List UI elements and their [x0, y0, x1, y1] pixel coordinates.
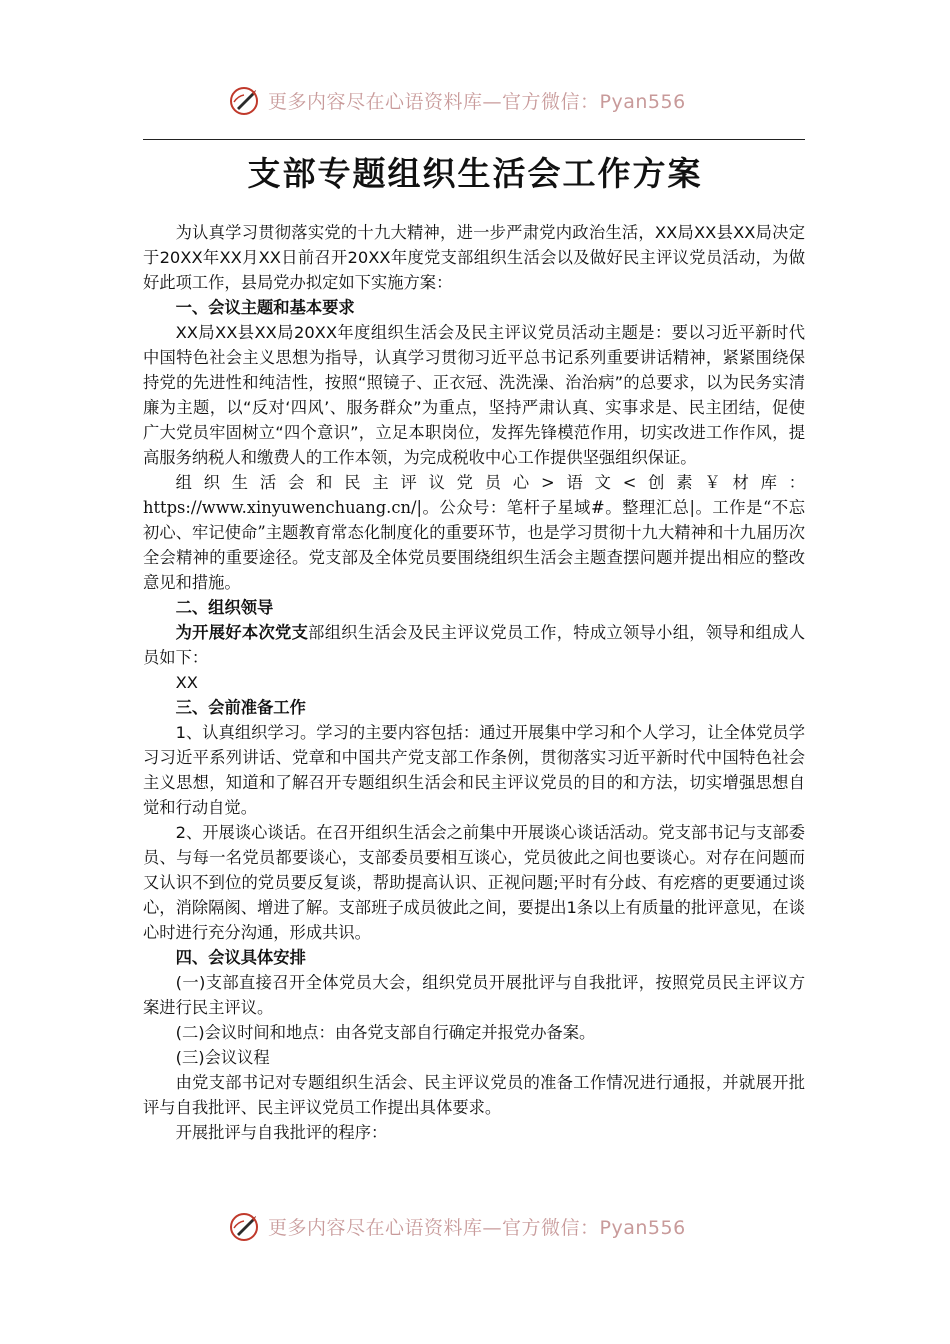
- paragraph: [143, 620, 805, 670]
- paragraph: 1、认真组织学习。学习的主要内容包括：通过开展集中学习和个人学习，让全体党员学习习近平系列讲话、党章和中国共产党支部工作条例，贯彻落实习近平新时代中国特色社会主义思想，知道和了解召开专题组织生活会和民主评议党员的目的和方法，切实增强思想自觉和行动自觉。: [143, 723, 805, 817]
- paragraph: 2、开展谈心谈话。在召开组织生活会之前集中开展谈心谈话活动。党支部书记与支部委员、与每一名党员都要谈心，支部委员要相互谈心，党员彼此之间也要谈心。对存在问题而又认识不到位的党员要反复谈，帮助提高认识、正视问题;平时有分歧、有疙瘩的更要通过谈心，消除隔阂、增进了解。支部班子成员彼此之间，要提出1条以上有质量的批评意见，在谈心时进行充分沟通，形成共识。: [143, 823, 805, 942]
- header-divider: [143, 139, 805, 140]
- page-title: 支部专题组织生活会工作方案: [247, 154, 703, 193]
- footer-watermark: [228, 1208, 686, 1244]
- section-heading: 四、会议具体安排: [175, 948, 306, 967]
- paragraph: 开展批评与自我批评的程序：: [175, 1123, 388, 1142]
- paragraph: XX: [175, 673, 198, 692]
- section-heading: 二、组织领导: [175, 598, 274, 617]
- pen-logo-icon: [228, 82, 264, 118]
- paragraph: XX局XX县XX局20XX年度组织生活会及民主评议党员活动主题是：要以习近平新时代中国特色社会主义思想为指导，认真学习贯彻习近平总书记系列重要讲话精神，紧紧围绕保持党的先进性和纯洁性，按照“照镜子、正衣冠、洗洗澡、治治病”的总要求，以为民务实清廉为主题，以“反对‘四风’、服务群众”为重点，坚持严肃认真、实事求是、民主团结，促使广大党员牢固树立“四个意识”，立足本职岗位，发挥先锋模范作用，切实改进工作作风，提高服务纳税人和缴费人的工作本领，为完成税收中心工作提供坚强组织保证。: [143, 323, 805, 467]
- pen-logo-icon: [228, 1208, 264, 1244]
- header-watermark: [228, 82, 686, 118]
- paragraph: (二)会议时间和地点：由各党支部自行确定并报党办备案。: [175, 1023, 596, 1042]
- section-heading: 一、会议主题和基本要求: [175, 298, 355, 317]
- watermark-text: 更多内容尽在心语资料库—官方微信：Pyan556: [268, 1216, 686, 1239]
- paragraph: 为认真学习贯彻落实党的十九大精神，进一步严肃党内政治生活，XX局XX县XX局决定于20XX年XX月XX日前召开20XX年度党支部组织生活会以及做好民主评议党员活动，为做好此项工作，县局党办拟定如下实施方案：: [143, 223, 805, 292]
- watermark-text: 更多内容尽在心语资料库—官方微信：Pyan556: [268, 90, 686, 113]
- bold-lead: 为开展好本次党支: [175, 623, 309, 642]
- section-heading: 三、会前准备工作: [175, 698, 306, 717]
- paragraph: (三)会议议程: [175, 1048, 270, 1067]
- document-body: [143, 220, 805, 1145]
- paragraph: 由党支部书记对专题组织生活会、民主评议党员的准备工作情况进行通报，并就展开批评与自我批评、民主评议党员工作提出具体要求。: [143, 1073, 805, 1117]
- paragraph: [143, 470, 805, 595]
- paragraph: (一)支部直接召开全体党员大会，组织党员开展批评与自我批评，按照党员民主评议方案进行民主评议。: [143, 973, 805, 1017]
- paragraph-text: 部组织生活会及民主评议党员工作，特成立领导小组，领导和组成人员如下：: [143, 623, 805, 667]
- paragraph-text: 组织生活会和民主评议党员心>语文<创素￥材库：https://www.xinyuwenchuang.cn/|。公众号：笔杆子星域#。整理汇总|。工作是“不忘初心、牢记使命”主题教育常态化制度化的重要环节，也是学习贯彻十九大精神和十九届历次全会精神的重要途径。党支部及全体党员要围绕组织生活会主题查摆问题并提出相应的整改意见和措施。: [143, 473, 805, 592]
